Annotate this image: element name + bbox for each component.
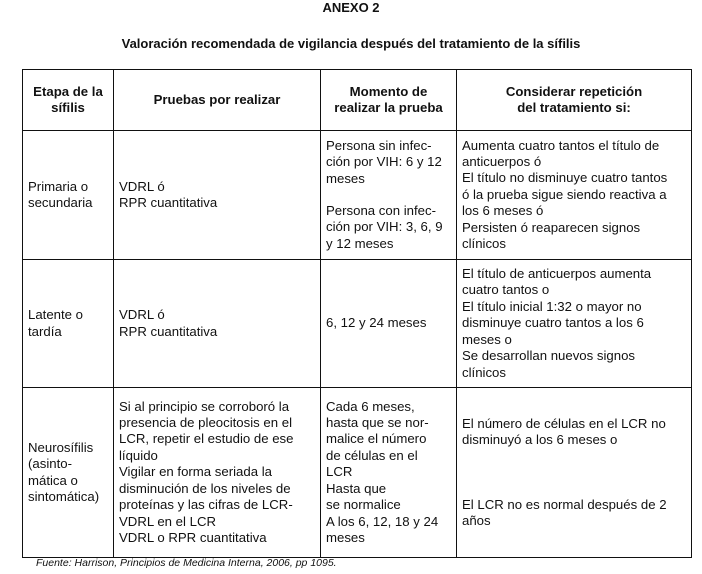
cell-stage: Primaria o secundaria <box>23 131 114 260</box>
cell-timing: 6, 12 y 24 meses <box>321 260 457 388</box>
table-row-latent <box>23 260 692 388</box>
cell-repeat: El título de anticuerpos aumenta cuatro tantos o El título inicial 1:32 o mayor no disminuye cuatro tantos a los 6 meses o Se desarrollan nuevos signos clínicos <box>457 260 692 388</box>
table-header-row <box>23 70 692 131</box>
table-row-neurosyphilis <box>23 388 692 558</box>
surveillance-table <box>22 69 692 558</box>
annex-label: ANEXO 2 <box>322 0 380 15</box>
header-stage: Etapa de la sífilis <box>23 70 114 131</box>
source-note: Fuente: Harrison, Principios de Medicina Interna, 2006, pp 1095. <box>36 557 337 569</box>
document-title: Valoración recomendada de vigilancia después del tratamiento de la sífilis <box>121 36 581 51</box>
header-timing: Momento de realizar la prueba <box>321 70 457 131</box>
cell-stage: Neurosífilis (asinto- mática o sintomática) <box>23 388 114 558</box>
cell-stage: Latente o tardía <box>23 260 114 388</box>
timing-text: Persona sin infec- ción por VIH: 6 y 12 meses <box>326 137 442 186</box>
table-row-primary <box>23 131 692 260</box>
cell-tests: Si al principio se corroboró la presencia de pleocitosis en el LCR, repetir el estudio de ese líquido Vigilar en forma seriada la disminución de los niveles de proteínas y las cifras de LCR- VDRL en el LCR VDRL o RPR cuantitativa <box>114 388 321 558</box>
cell-tests: VDRL ó RPR cuantitativa <box>114 260 321 388</box>
cell-tests: VDRL ó RPR cuantitativa <box>114 131 321 260</box>
timing-text-hiv: Persona con infec- ción por VIH: 3, 6, 9 y 12 meses <box>326 203 443 251</box>
cell-timing: Cada 6 meses, hasta que se nor- malice el número de células en el LCR Hasta que se normalice A los 6, 12, 18 y 24 meses <box>321 388 457 558</box>
cell-repeat <box>457 388 692 558</box>
header-tests: Pruebas por realizar <box>114 70 321 131</box>
header-repeat: Considerar repetición del tratamiento si: <box>457 70 692 131</box>
repeat-text: El número de células en el LCR no disminuyó a los 6 meses o <box>462 415 666 448</box>
cell-repeat: Aumenta cuatro tantos el título de anticuerpos ó El título no disminuye cuatro tantos ó la prueba sigue siendo reactiva a los 6 meses ó Persisten ó reaparecen signos clínicos <box>457 131 692 260</box>
cell-timing <box>321 131 457 260</box>
repeat-text-2: El LCR no es normal después de 2 años <box>462 496 667 528</box>
